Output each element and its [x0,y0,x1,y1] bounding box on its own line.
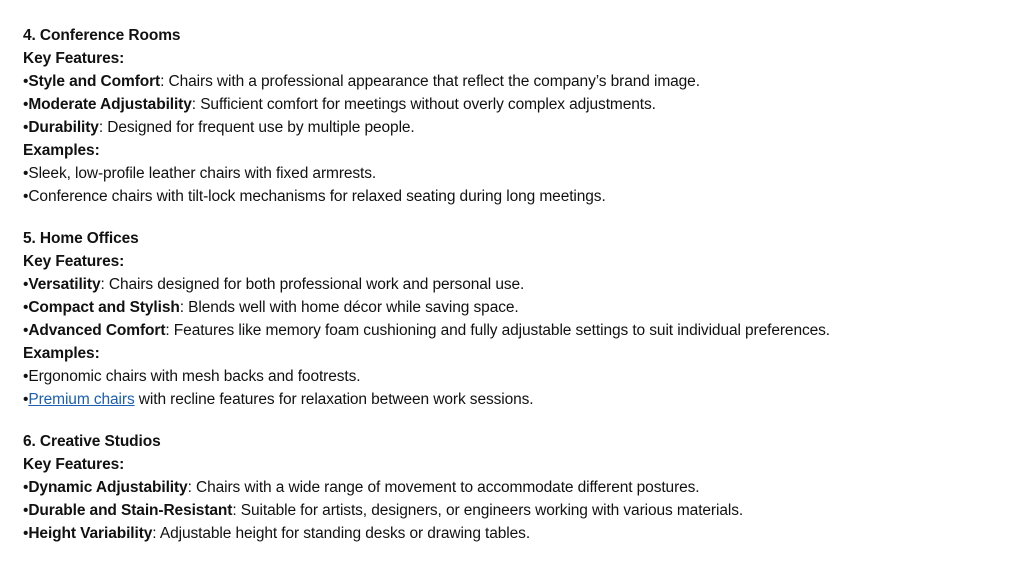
section-home-offices [23,227,1013,411]
bullet: • [23,165,29,182]
feature-item [23,93,1013,116]
example-text: with recline features for relaxation between work sessions. [134,391,534,408]
example-item [23,388,1013,411]
examples-label: Examples: [23,345,100,362]
example-text: Conference chairs with tilt-lock mechanisms for relaxed seating during long meetings. [28,188,606,205]
feature-term: Moderate Adjustability [28,96,192,113]
section-heading: 4. Conference Rooms [23,27,181,44]
key-features-label: Key Features: [23,50,125,67]
feature-desc: : Blends well with home décor while saving space. [179,299,519,316]
feature-item [23,296,1013,319]
bullet: • [23,188,29,205]
feature-term: Compact and Stylish [28,299,180,316]
bullet: • [23,276,29,293]
feature-desc: : Adjustable height for standing desks or drawing tables. [152,525,531,542]
bullet: • [23,299,29,316]
example-item [23,365,1013,388]
feature-term: Versatility [28,276,101,293]
feature-term: Dynamic Adjustability [28,479,188,496]
feature-item [23,273,1013,296]
example-item [23,162,1013,185]
key-features-label: Key Features: [23,456,125,473]
feature-desc: : Sufficient comfort for meetings without overly complex adjustments. [191,96,656,113]
feature-term: Durability [28,119,99,136]
section-creative-studios [23,430,1013,545]
example-item [23,185,1013,208]
feature-desc: : Suitable for artists, designers, or engineers working with various materials. [232,502,744,519]
bullet: • [23,322,29,339]
feature-term: Durable and Stain-Resistant [28,502,233,519]
feature-term: Advanced Comfort [28,322,166,339]
feature-item [23,319,1013,342]
feature-desc: : Features like memory foam cushioning and fully adjustable settings to suit individual preferences. [165,322,830,339]
feature-desc: : Chairs designed for both professional work and personal use. [100,276,525,293]
feature-item [23,522,1013,545]
section-heading: 6. Creative Studios [23,433,161,450]
bullet: • [23,479,29,496]
feature-item [23,70,1013,93]
example-text: Sleek, low-profile leather chairs with fixed armrests. [28,165,377,182]
feature-item [23,499,1013,522]
feature-desc: : Chairs with a wide range of movement to accommodate different postures. [187,479,700,496]
feature-term: Height Variability [28,525,153,542]
example-text: Ergonomic chairs with mesh backs and footrests. [28,368,361,385]
feature-desc: : Chairs with a professional appearance that reflect the company’s brand image. [160,73,700,90]
bullet: • [23,391,29,408]
document-page [23,24,1013,564]
feature-term: Style and Comfort [28,73,161,90]
feature-item [23,476,1013,499]
section-heading: 5. Home Offices [23,230,139,247]
feature-desc: : Designed for frequent use by multiple people. [98,119,415,136]
bullet: • [23,119,29,136]
examples-label: Examples: [23,142,100,159]
bullet: • [23,96,29,113]
feature-item [23,116,1013,139]
bullet: • [23,525,29,542]
bullet: • [23,73,29,90]
section-conference-rooms [23,24,1013,208]
bullet: • [23,502,29,519]
bullet: • [23,368,29,385]
premium-chairs-link[interactable]: Premium chairs [28,391,135,408]
key-features-label: Key Features: [23,253,125,270]
